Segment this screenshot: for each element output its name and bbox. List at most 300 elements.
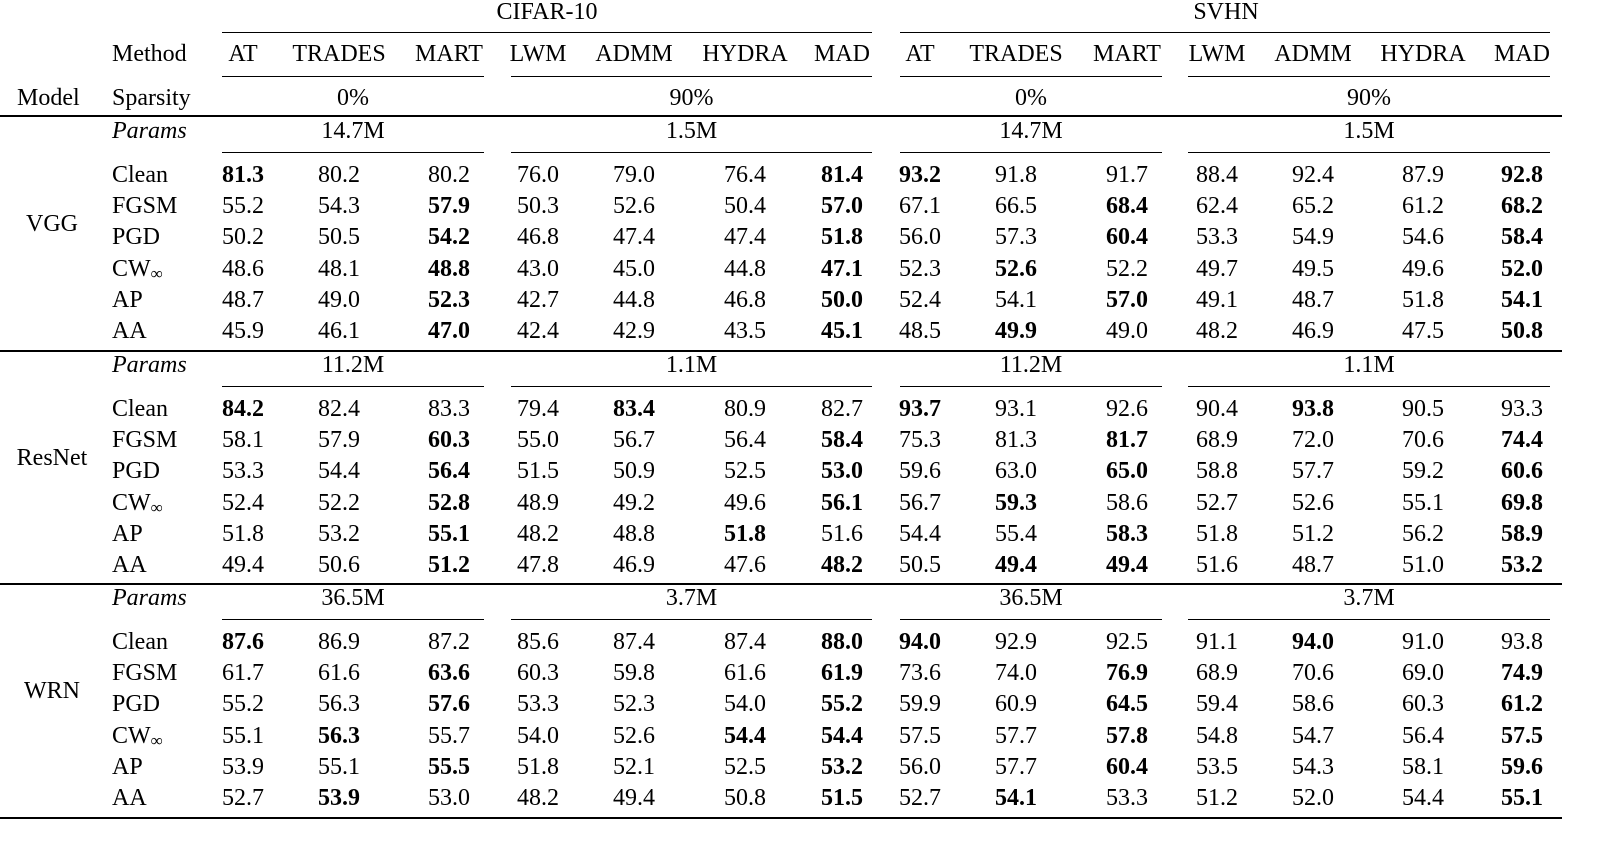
metric-label [112, 724, 163, 748]
table-cell: 48.7 [1292, 552, 1334, 578]
table-cell: 46.9 [1292, 318, 1334, 344]
table-cell: 93.1 [995, 396, 1037, 422]
table-cell-best: 74.4 [1501, 427, 1543, 453]
params-rule [1188, 386, 1550, 387]
table-cell: 55.1 [222, 723, 264, 749]
table-cell: 48.8 [613, 521, 655, 547]
table-cell: 86.9 [318, 629, 360, 655]
metric-name: AA [112, 552, 147, 578]
table-cell-best: 50.8 [1501, 318, 1543, 344]
table-cell: 51.8 [1196, 521, 1238, 547]
table-cell: 93.8 [1501, 629, 1543, 655]
table-cell: 80.2 [318, 162, 360, 188]
table-cell: 54.0 [724, 691, 766, 717]
table-cell: 82.4 [318, 396, 360, 422]
metric-label [112, 491, 163, 515]
table-cell-best: 54.4 [724, 723, 766, 749]
table-cell: 53.3 [1196, 224, 1238, 250]
params-value: 1.5M [665, 118, 718, 144]
table-cell: 55.1 [1402, 490, 1444, 516]
metric-label [112, 319, 147, 343]
table-cell: 52.7 [222, 785, 264, 811]
table-cell: 53.9 [222, 754, 264, 780]
metric-label [112, 397, 168, 421]
table-cell: 49.6 [1402, 256, 1444, 282]
table-cell: 49.2 [613, 490, 655, 516]
table-cell: 53.3 [517, 691, 559, 717]
method-header: TRADES [969, 41, 1063, 67]
table-cell-best: 93.8 [1292, 396, 1334, 422]
table-cell-best: 76.9 [1106, 660, 1148, 686]
params-value: 3.7M [1343, 585, 1395, 611]
table-cell: 51.2 [1196, 785, 1238, 811]
table-cell: 44.8 [724, 256, 766, 282]
params-value: 14.7M [321, 118, 385, 144]
table-cell: 53.3 [222, 458, 264, 484]
table-cell: 54.3 [318, 193, 360, 219]
table-cell-best: 84.2 [222, 396, 264, 422]
metric-subscript: ∞ [150, 498, 163, 517]
metric-label [112, 163, 168, 187]
table-cell: 53.2 [318, 521, 360, 547]
metric-label [112, 194, 177, 218]
table-cell-best: 56.4 [428, 458, 470, 484]
table-cell-best: 54.4 [821, 723, 863, 749]
metric-label [112, 755, 143, 779]
table-cell: 48.7 [1292, 287, 1334, 313]
table-cell-best: 47.1 [821, 256, 863, 282]
table-cell-best: 57.0 [821, 193, 863, 219]
table-cell-best: 58.4 [821, 427, 863, 453]
table-cell: 49.6 [724, 490, 766, 516]
model-name: WRN [24, 678, 80, 704]
method-header: AT [905, 41, 935, 67]
metric-label [112, 459, 160, 483]
table-cell: 60.9 [995, 691, 1037, 717]
table-cell-best: 65.0 [1106, 458, 1148, 484]
table-cell: 59.6 [899, 458, 941, 484]
table-cell: 69.0 [1402, 660, 1444, 686]
params-value: 11.2M [321, 352, 385, 378]
table-cell: 61.6 [724, 660, 766, 686]
table-cell: 49.4 [222, 552, 264, 578]
table-cell: 92.6 [1106, 396, 1148, 422]
table-cell: 52.3 [613, 691, 655, 717]
table-cell: 54.8 [1196, 723, 1238, 749]
table-cell-best: 93.2 [899, 162, 941, 188]
table-cell-best: 61.9 [821, 660, 863, 686]
method-header: AT [228, 41, 258, 67]
table-cell-best: 83.4 [613, 396, 655, 422]
table-cell: 63.0 [995, 458, 1037, 484]
table-cell-best: 45.1 [821, 318, 863, 344]
metric-label [112, 553, 147, 577]
table-cell-best: 69.8 [1501, 490, 1543, 516]
table-cell: 68.9 [1196, 660, 1238, 686]
table-cell: 56.0 [899, 754, 941, 780]
table-cell: 56.4 [1402, 723, 1444, 749]
table-cell-best: 52.0 [1501, 256, 1543, 282]
metric-name: AA [112, 318, 147, 344]
table-cell: 93.3 [1501, 396, 1543, 422]
table-cell: 46.8 [517, 224, 559, 250]
method-header: MART [1093, 41, 1161, 67]
table-cell: 47.5 [1402, 318, 1444, 344]
table-cell-best: 55.1 [1501, 785, 1543, 811]
table-cell: 51.2 [1292, 521, 1334, 547]
table-cell-best: 54.2 [428, 224, 470, 250]
table-cell-best: 53.2 [821, 754, 863, 780]
table-cell: 65.2 [1292, 193, 1334, 219]
method-group-rule [900, 76, 1162, 77]
method-header: MAD [1493, 41, 1551, 67]
method-header: HYDRA [1380, 41, 1466, 67]
sparsity-value: 90% [1347, 85, 1391, 111]
table-cell: 46.8 [724, 287, 766, 313]
params-label: Params [112, 352, 187, 378]
method-header: ADMM [595, 41, 673, 67]
table-cell: 91.7 [1106, 162, 1148, 188]
table-cell: 60.3 [1402, 691, 1444, 717]
params-value: 11.2M [999, 352, 1063, 378]
table-cell: 54.4 [318, 458, 360, 484]
table-cell: 46.9 [613, 552, 655, 578]
table-cell: 72.0 [1292, 427, 1334, 453]
table-cell-best: 60.4 [1106, 754, 1148, 780]
metric-label [112, 522, 143, 546]
table-cell: 91.0 [1402, 629, 1444, 655]
table-cell-best: 50.0 [821, 287, 863, 313]
dataset-header: SVHN [1193, 0, 1259, 25]
table-cell: 48.9 [517, 490, 559, 516]
params-rule [222, 386, 484, 387]
table-cell: 53.5 [1196, 754, 1238, 780]
table-cell-best: 56.1 [821, 490, 863, 516]
table-cell: 62.4 [1196, 193, 1238, 219]
table-cell: 43.0 [517, 256, 559, 282]
table-cell: 54.6 [1402, 224, 1444, 250]
model-name: ResNet [16, 445, 88, 471]
table-cell: 59.8 [613, 660, 655, 686]
params-rule [511, 386, 872, 387]
table-cell-best: 61.2 [1501, 691, 1543, 717]
table-cell-best: 51.5 [821, 785, 863, 811]
table-cell-best: 60.3 [428, 427, 470, 453]
params-rule [222, 619, 484, 620]
table-cell: 49.0 [318, 287, 360, 313]
table-cell: 54.7 [1292, 723, 1334, 749]
table-cell: 52.5 [724, 458, 766, 484]
params-value: 36.5M [999, 585, 1063, 611]
table-cell-best: 56.3 [318, 723, 360, 749]
params-rule [1188, 619, 1550, 620]
table-cell: 88.4 [1196, 162, 1238, 188]
table-cell: 56.3 [318, 691, 360, 717]
table-cell: 50.5 [318, 224, 360, 250]
params-value: 36.5M [321, 585, 385, 611]
model-label: Model [17, 85, 80, 111]
block-separator-rule [0, 350, 1562, 352]
table-cell-best: 51.2 [428, 552, 470, 578]
table-cell-best: 74.9 [1501, 660, 1543, 686]
table-cell: 49.5 [1292, 256, 1334, 282]
table-cell: 50.8 [724, 785, 766, 811]
table-cell: 70.6 [1402, 427, 1444, 453]
params-value: 1.5M [1343, 118, 1395, 144]
table-cell: 52.3 [899, 256, 941, 282]
table-cell: 48.5 [899, 318, 941, 344]
sparsity-value: 0% [1015, 85, 1047, 111]
table-cell-best: 47.0 [428, 318, 470, 344]
table-cell: 52.2 [1106, 256, 1148, 282]
table-cell-best: 59.6 [1501, 754, 1543, 780]
params-label: Params [112, 585, 187, 611]
table-cell: 91.1 [1196, 629, 1238, 655]
method-label: Method [112, 41, 187, 67]
table-cell-best: 55.1 [428, 521, 470, 547]
table-cell: 48.2 [517, 785, 559, 811]
metric-name: FGSM [112, 193, 178, 219]
table-cell-best: 88.0 [821, 629, 863, 655]
table-cell: 76.0 [517, 162, 559, 188]
params-value: 3.7M [665, 585, 718, 611]
dataset-rule [900, 32, 1550, 33]
table-cell-best: 48.2 [821, 552, 863, 578]
table-cell-best: 58.4 [1501, 224, 1543, 250]
metric-name: PGD [112, 691, 161, 717]
table-cell: 87.9 [1402, 162, 1444, 188]
table-cell: 58.6 [1292, 691, 1334, 717]
table-cell: 79.4 [517, 396, 559, 422]
table-cell: 51.6 [1196, 552, 1238, 578]
table-cell: 80.9 [724, 396, 766, 422]
metric-name: CW [112, 490, 151, 516]
params-rule [222, 152, 484, 153]
table-cell: 45.0 [613, 256, 655, 282]
table-cell: 54.0 [517, 723, 559, 749]
params-rule [900, 386, 1162, 387]
params-rule [511, 152, 872, 153]
table-cell-best: 54.1 [995, 785, 1037, 811]
method-group-rule [1188, 76, 1550, 77]
params-rule [900, 152, 1162, 153]
table-cell-best: 52.3 [428, 287, 470, 313]
table-cell: 44.8 [613, 287, 655, 313]
method-header: TRADES [292, 41, 386, 67]
table-cell: 59.2 [1402, 458, 1444, 484]
table-cell: 52.6 [613, 193, 655, 219]
table-cell: 59.4 [1196, 691, 1238, 717]
table-cell: 55.0 [517, 427, 559, 453]
table-cell-best: 58.9 [1501, 521, 1543, 547]
table-cell: 49.1 [1196, 287, 1238, 313]
table-cell: 56.0 [899, 224, 941, 250]
table-cell-best: 57.5 [1501, 723, 1543, 749]
table-cell: 56.7 [613, 427, 655, 453]
table-cell: 51.6 [821, 521, 863, 547]
table-cell: 46.1 [318, 318, 360, 344]
table-cell: 48.2 [1196, 318, 1238, 344]
method-header: HYDRA [702, 41, 788, 67]
table-cell: 52.2 [318, 490, 360, 516]
table-cell-best: 93.7 [899, 396, 941, 422]
table-cell: 54.3 [1292, 754, 1334, 780]
table-cell-best: 94.0 [1292, 629, 1334, 655]
table-cell-best: 60.6 [1501, 458, 1543, 484]
table-cell: 57.7 [995, 754, 1037, 780]
table-cell: 76.4 [724, 162, 766, 188]
metric-subscript: ∞ [150, 264, 163, 283]
table-cell: 49.4 [613, 785, 655, 811]
table-cell: 75.3 [899, 427, 941, 453]
table-cell-best: 68.4 [1106, 193, 1148, 219]
method-header: LWM [1188, 41, 1246, 67]
method-header: MAD [813, 41, 871, 67]
params-rule [1188, 152, 1550, 153]
table-cell-best: 81.3 [222, 162, 264, 188]
params-label: Params [112, 118, 187, 144]
table-cell-best: 53.0 [821, 458, 863, 484]
table-cell: 53.0 [428, 785, 470, 811]
table-cell: 50.2 [222, 224, 264, 250]
table-cell: 48.6 [222, 256, 264, 282]
metric-name: FGSM [112, 660, 178, 686]
table-cell: 83.3 [428, 396, 470, 422]
table-cell: 53.3 [1106, 785, 1148, 811]
table-cell: 87.2 [428, 629, 470, 655]
metric-label [112, 257, 163, 281]
table-cell-best: 68.2 [1501, 193, 1543, 219]
table-cell: 48.1 [318, 256, 360, 282]
table-cell: 47.8 [517, 552, 559, 578]
table-cell: 60.3 [517, 660, 559, 686]
table-cell-best: 58.3 [1106, 521, 1148, 547]
table-cell-best: 64.5 [1106, 691, 1148, 717]
dataset-header: CIFAR-10 [496, 0, 598, 25]
table-cell: 47.4 [724, 224, 766, 250]
table-cell: 48.7 [222, 287, 264, 313]
table-bottom-rule [0, 817, 1562, 819]
table-cell: 87.4 [613, 629, 655, 655]
table-cell: 56.2 [1402, 521, 1444, 547]
table-cell: 59.9 [899, 691, 941, 717]
table-cell: 47.4 [613, 224, 655, 250]
metric-name: AA [112, 785, 147, 811]
table-cell: 48.2 [517, 521, 559, 547]
metric-name: FGSM [112, 427, 178, 453]
table-cell: 50.4 [724, 193, 766, 219]
table-cell-best: 57.6 [428, 691, 470, 717]
metric-label [112, 786, 147, 810]
table-cell: 61.2 [1402, 193, 1444, 219]
table-cell-best: 57.8 [1106, 723, 1148, 749]
params-value: 1.1M [1343, 352, 1395, 378]
block-separator-rule [0, 583, 1562, 585]
table-cell: 68.9 [1196, 427, 1238, 453]
table-cell: 50.5 [899, 552, 941, 578]
metric-subscript: ∞ [150, 731, 163, 750]
table-cell-best: 55.5 [428, 754, 470, 780]
table-cell: 80.2 [428, 162, 470, 188]
table-cell-best: 49.4 [995, 552, 1037, 578]
table-cell: 42.9 [613, 318, 655, 344]
params-rule [900, 619, 1162, 620]
table-cell: 56.7 [899, 490, 941, 516]
table-cell-best: 55.2 [821, 691, 863, 717]
table-cell: 52.6 [1292, 490, 1334, 516]
params-value: 1.1M [665, 352, 718, 378]
table-cell: 57.5 [899, 723, 941, 749]
metric-name: Clean [112, 162, 168, 188]
table-cell: 54.9 [1292, 224, 1334, 250]
table-cell-best: 81.4 [821, 162, 863, 188]
table-cell: 52.1 [613, 754, 655, 780]
table-cell-best: 57.0 [1106, 287, 1148, 313]
table-cell-best: 53.2 [1501, 552, 1543, 578]
method-group-rule [511, 76, 872, 77]
table-cell: 92.9 [995, 629, 1037, 655]
table-cell: 73.6 [899, 660, 941, 686]
metric-name: Clean [112, 396, 168, 422]
table-cell-best: 53.9 [318, 785, 360, 811]
table-cell: 55.1 [318, 754, 360, 780]
params-value: 14.7M [999, 118, 1063, 144]
method-group-rule [222, 76, 484, 77]
table-cell: 58.8 [1196, 458, 1238, 484]
table-cell: 51.8 [1402, 287, 1444, 313]
table-cell: 57.9 [318, 427, 360, 453]
table-cell: 49.0 [1106, 318, 1148, 344]
table-cell: 54.4 [1402, 785, 1444, 811]
metric-label [112, 661, 177, 685]
table-cell: 50.3 [517, 193, 559, 219]
table-cell: 45.9 [222, 318, 264, 344]
metric-name: CW [112, 256, 151, 282]
table-cell: 87.4 [724, 629, 766, 655]
sparsity-value: 0% [337, 85, 369, 111]
table-cell-best: 52.8 [428, 490, 470, 516]
table-cell-best: 59.3 [995, 490, 1037, 516]
table-cell: 82.7 [821, 396, 863, 422]
table-cell: 43.5 [724, 318, 766, 344]
metric-name: AP [112, 287, 143, 313]
table-cell: 55.4 [995, 521, 1037, 547]
table-cell-best: 49.9 [995, 318, 1037, 344]
table-cell: 55.7 [428, 723, 470, 749]
table-cell: 57.7 [995, 723, 1037, 749]
table-cell-best: 60.4 [1106, 224, 1148, 250]
block-separator-rule [0, 115, 1562, 117]
table-cell: 90.5 [1402, 396, 1444, 422]
table-cell: 81.3 [995, 427, 1037, 453]
table-cell: 66.5 [995, 193, 1037, 219]
table-cell: 74.0 [995, 660, 1037, 686]
table-cell: 90.4 [1196, 396, 1238, 422]
table-cell-best: 51.8 [821, 224, 863, 250]
table-cell: 51.5 [517, 458, 559, 484]
table-cell: 61.7 [222, 660, 264, 686]
table-cell-best: 81.7 [1106, 427, 1148, 453]
params-rule [511, 619, 872, 620]
table-cell: 55.2 [222, 691, 264, 717]
dataset-rule [222, 32, 872, 33]
table-cell: 91.8 [995, 162, 1037, 188]
table-cell: 51.8 [517, 754, 559, 780]
table-cell: 52.6 [613, 723, 655, 749]
table-cell: 52.0 [1292, 785, 1334, 811]
metric-label [112, 225, 160, 249]
sparsity-label: Sparsity [112, 85, 191, 111]
